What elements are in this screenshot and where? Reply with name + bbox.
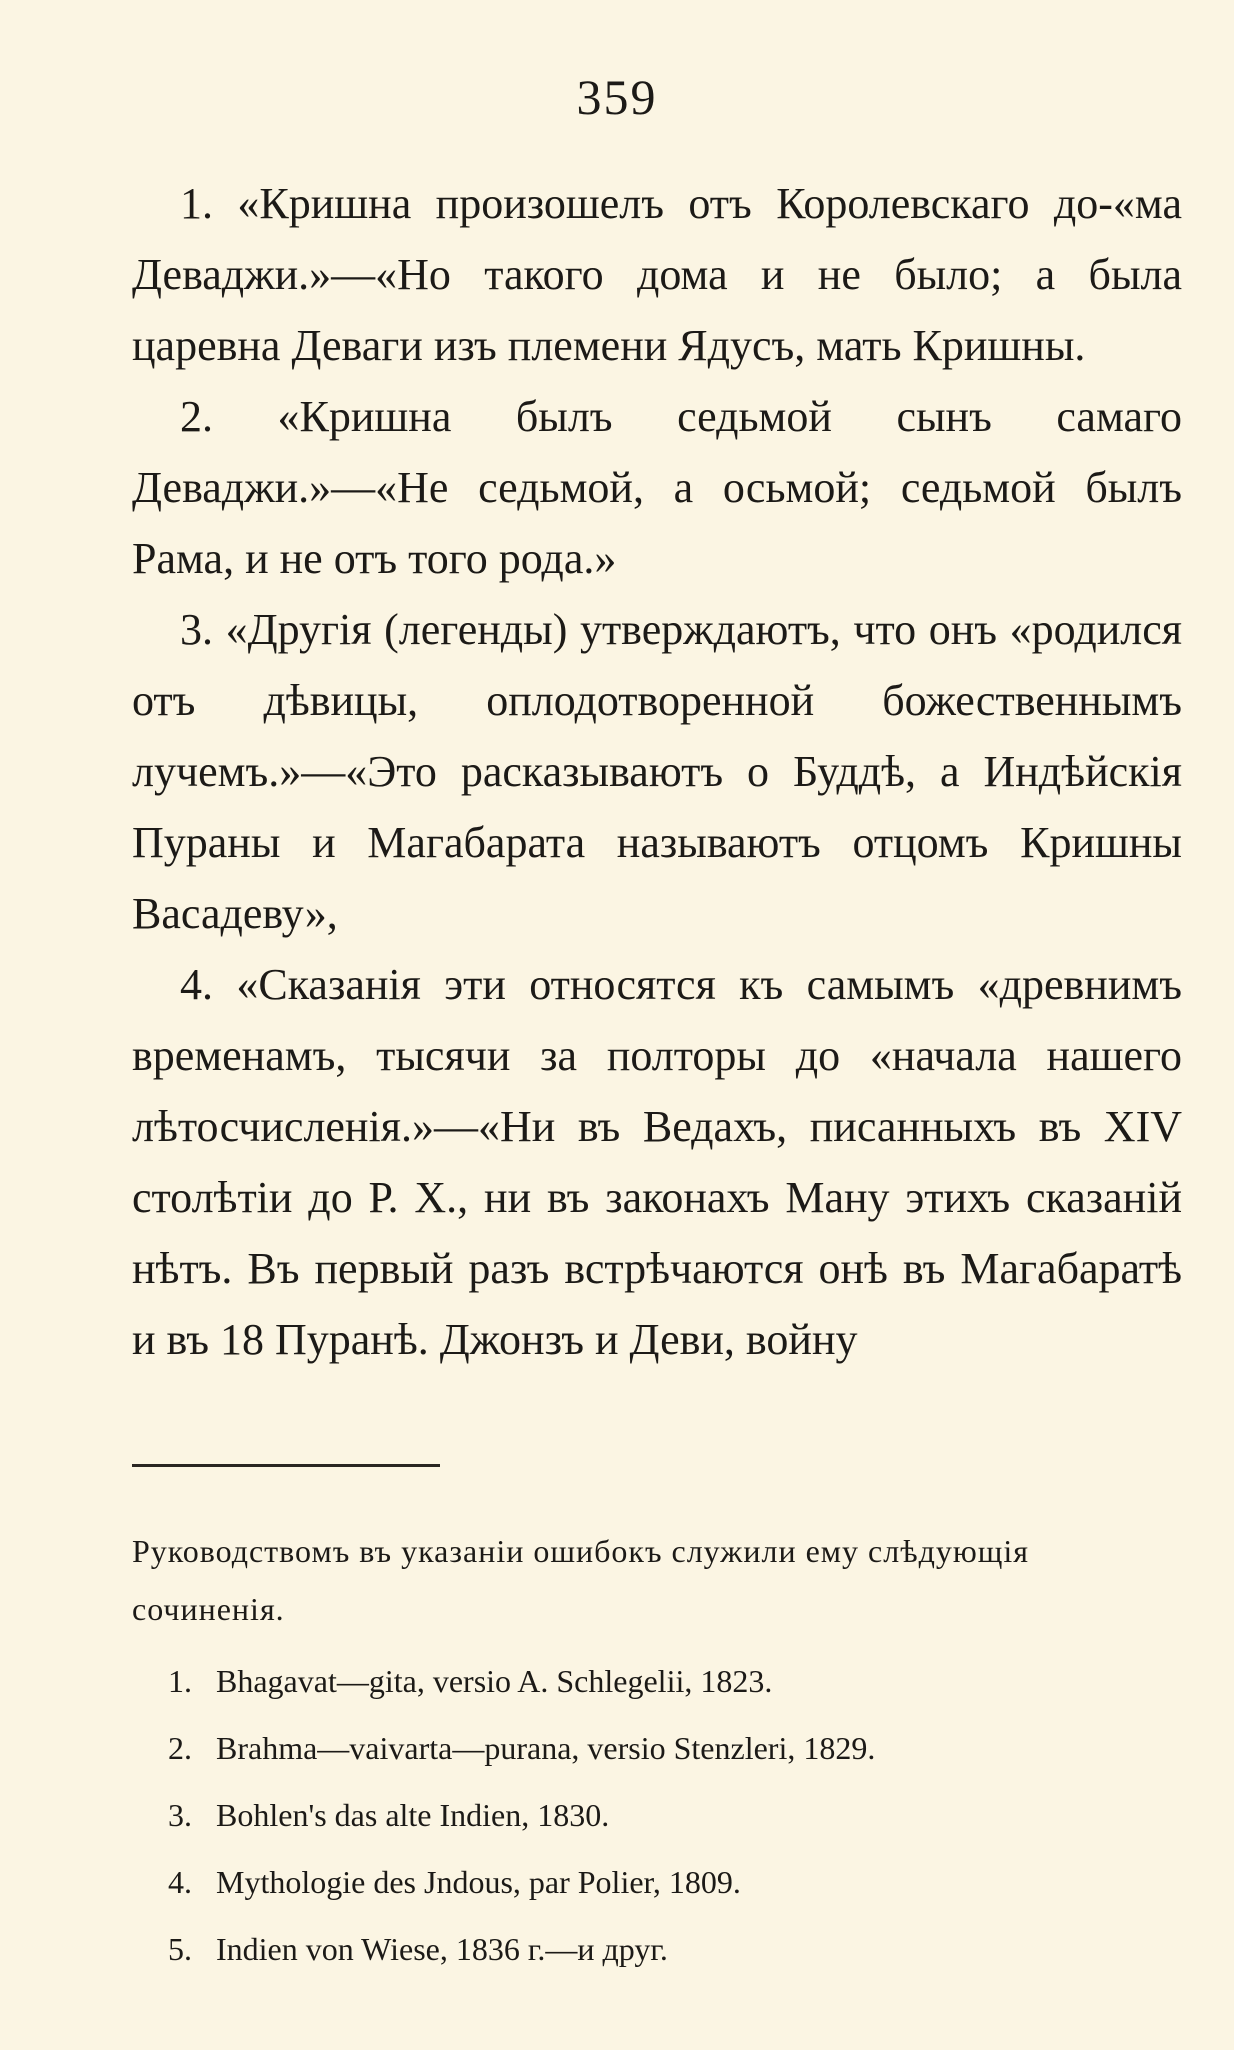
main-text (132, 168, 1182, 1375)
reference-number: 4. (168, 1864, 192, 1900)
reference-text: Indien von Wiese, 1836 г.—и друг. (216, 1931, 668, 1967)
reference-text: Bohlen's das alte Indien, 1830. (216, 1797, 610, 1833)
paragraph-1: 1. «Кришна произошелъ отъ Королевскаго до-«ма Деваджи.»—«Но такого дома и не было; а была царевна Деваги изъ племени Ядусъ, мать Кришны. (132, 179, 1182, 370)
reference-number: 1. (168, 1663, 192, 1699)
reference-number: 2. (168, 1730, 192, 1766)
paragraph-4: 4. «Сказанія эти относятся къ самымъ «древнимъ временамъ, тысячи за полторы до «начала нашего лѣтосчисленія.»—«Ни въ Ведахъ, писанныхъ въ XIV столѣтіи до Р. Х., ни въ законахъ Ману этихъ сказаній нѣтъ. Въ первый разъ встрѣчаются онѣ въ Магабаратѣ и въ 18 Пуранѣ. Джонзъ и Деви, войну (132, 960, 1182, 1364)
footnote (132, 1522, 1182, 1983)
paragraph-3: 3. «Другія (легенды) утверждаютъ, что онъ «родился отъ дѣвицы, оплодотворенной божественнымъ лучемъ.»—«Это расказываютъ о Буддѣ, а Индѣйскія Пураны и Магабарата называютъ отцомъ Кришны Васадеву», (132, 605, 1182, 938)
reference-number: 5. (168, 1931, 192, 1967)
reference-text: Brahma—vaivarta—purana, versio Stenzleri, 1829. (216, 1730, 876, 1766)
reference-item (168, 1849, 1182, 1916)
footnote-intro: Руководствомъ въ указаніи ошибокъ служили ему слѣдующія сочиненія. (132, 1533, 1029, 1627)
reference-item (168, 1648, 1182, 1715)
reference-item (168, 1782, 1182, 1849)
reference-text: Mythologie des Jndous, par Polier, 1809. (216, 1864, 741, 1900)
reference-number: 3. (168, 1797, 192, 1833)
reference-text: Bhagavat—gita, versio A. Schlegelii, 1823. (216, 1663, 773, 1699)
page-number: 359 (576, 69, 658, 125)
reference-list (132, 1648, 1182, 1983)
paragraph-2: 2. «Кришна былъ седьмой сынъ самаго Деваджи.»—«Не седьмой, а осьмой; седьмой былъ Рама, и не отъ того рода.» (132, 392, 1182, 583)
footnote-divider (132, 1464, 440, 1467)
reference-item (168, 1916, 1182, 1983)
reference-item (168, 1715, 1182, 1782)
